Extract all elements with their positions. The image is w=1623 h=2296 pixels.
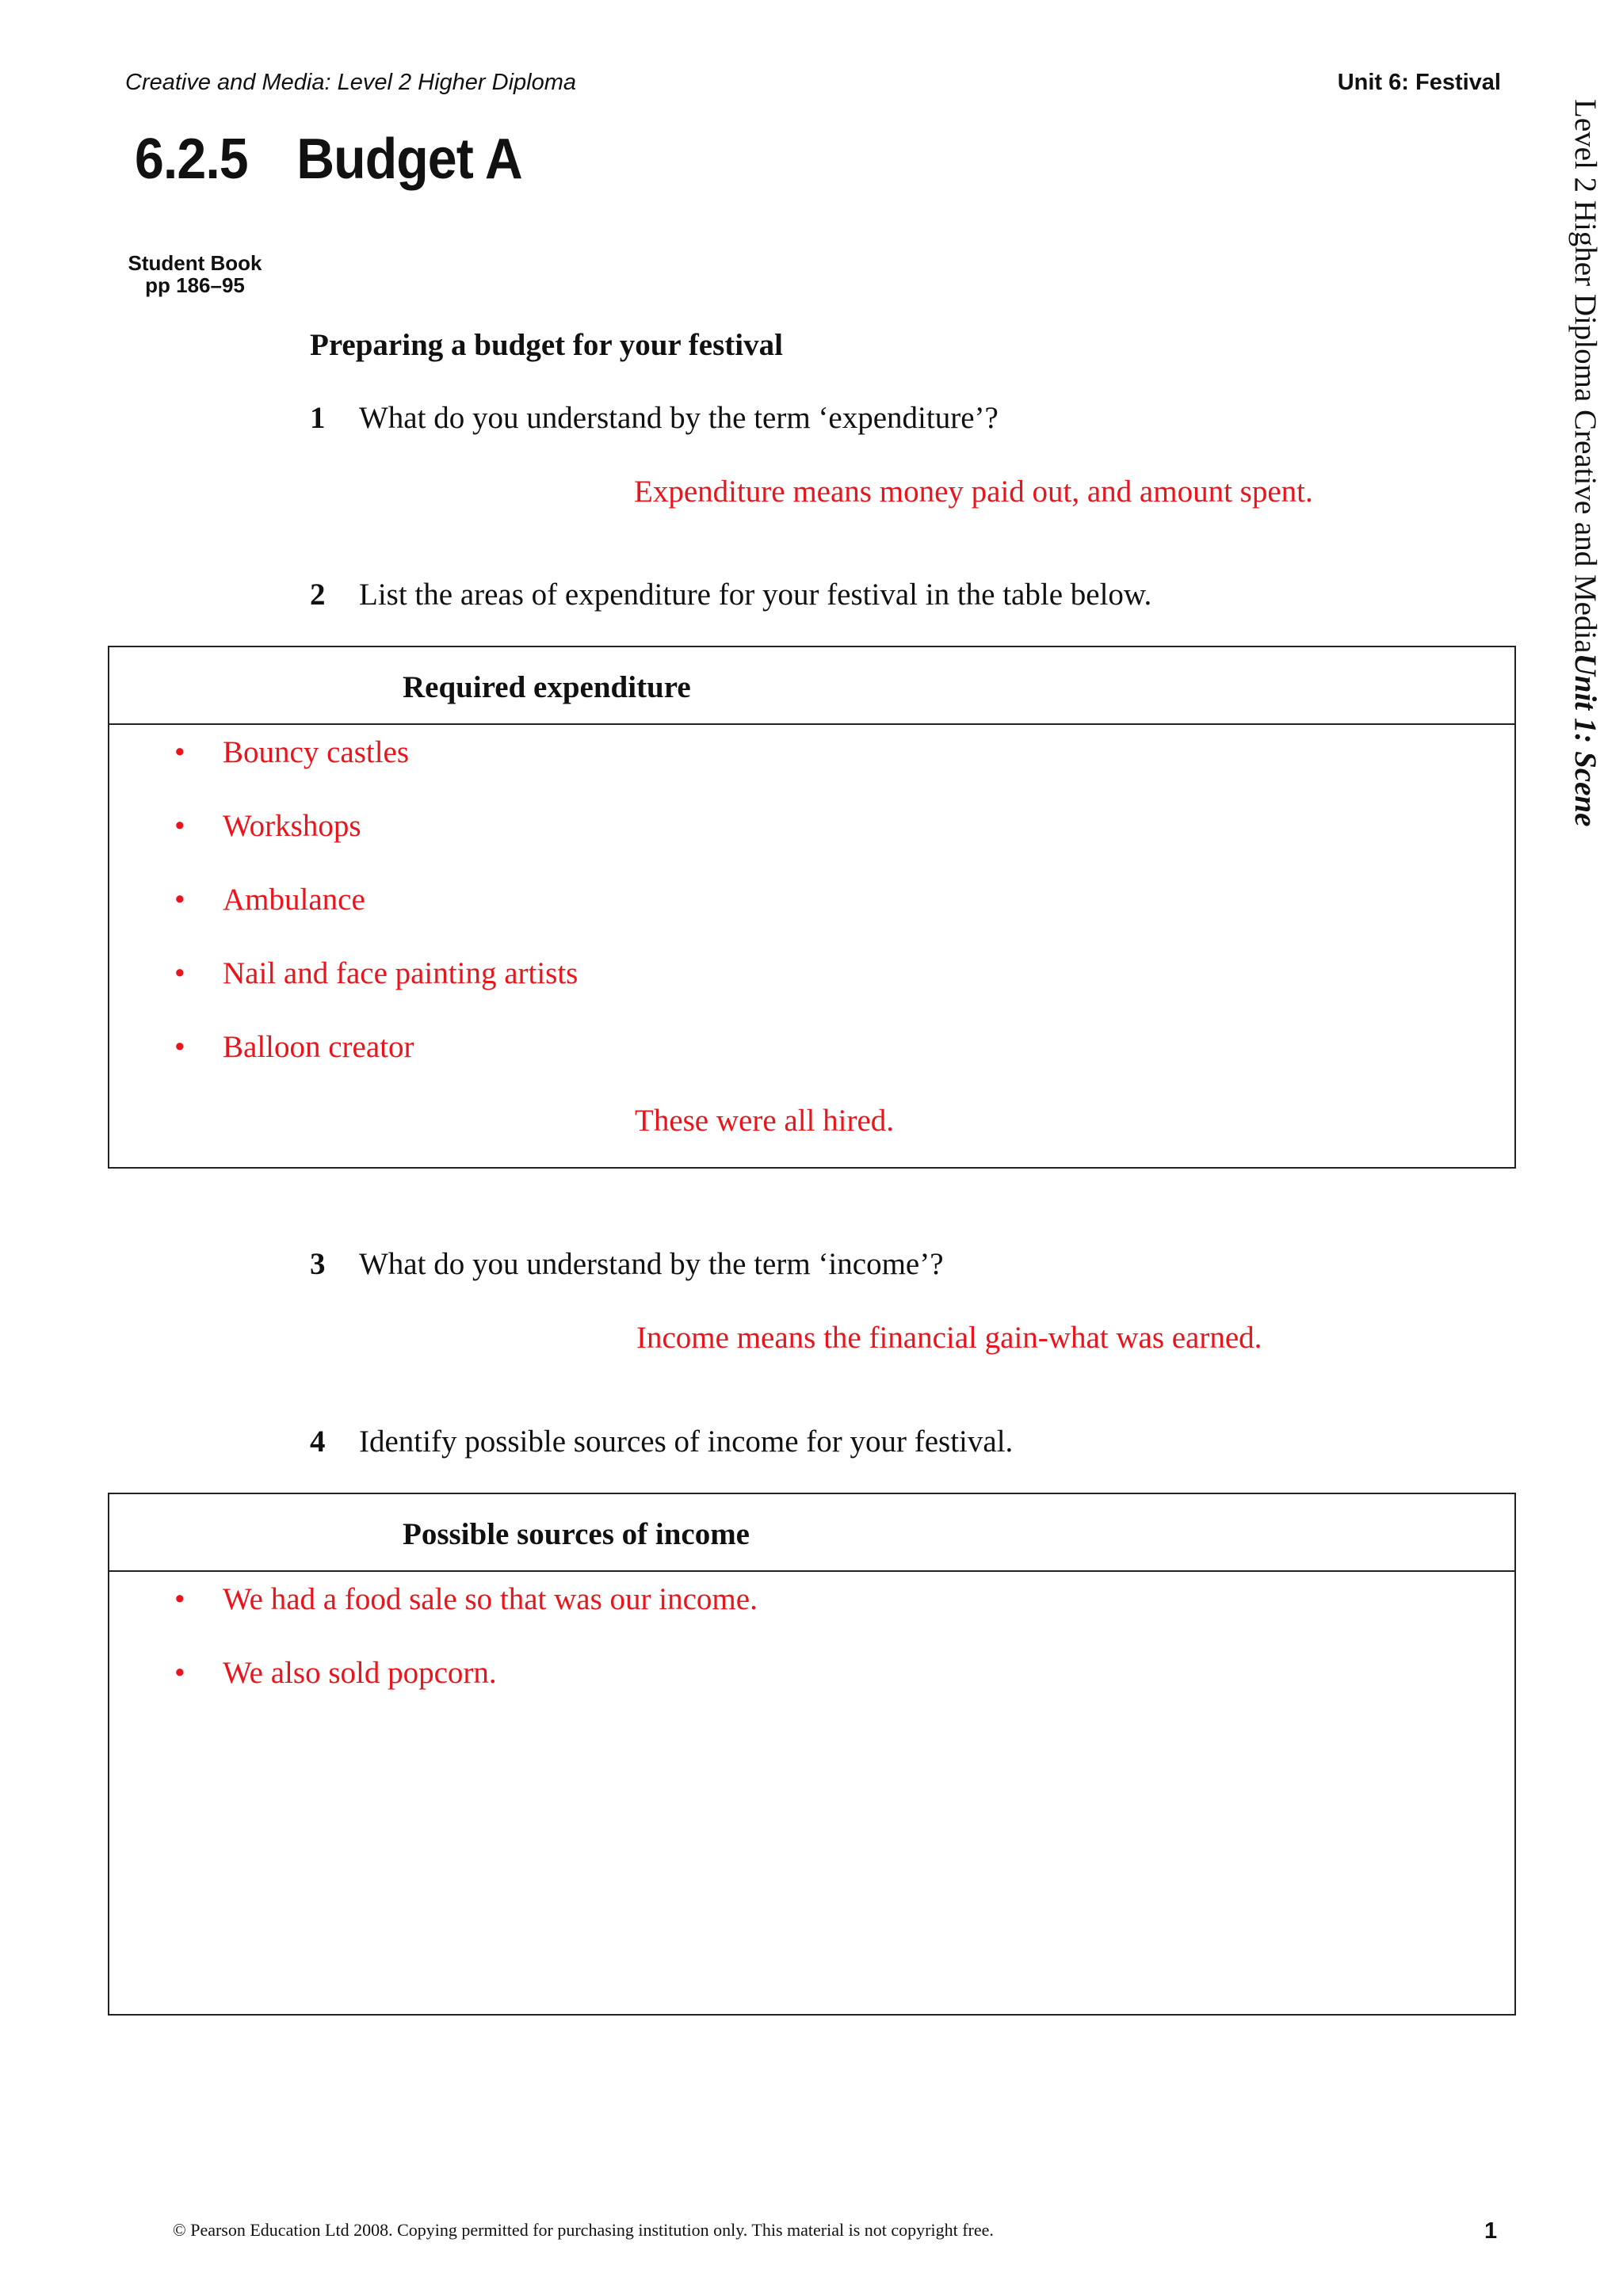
bullet: • — [174, 956, 185, 990]
page-title-text: Budget A — [296, 128, 522, 191]
page-title — [135, 127, 522, 192]
page-title-number: 6.2.5 — [135, 128, 248, 191]
bullet: • — [174, 735, 185, 769]
bullet: • — [174, 1582, 185, 1616]
header-course-title: Creative and Media: Level 2 Higher Diploma — [125, 70, 577, 95]
list-item-text: Nail and face painting artists — [223, 956, 579, 990]
income-table — [108, 1493, 1516, 2016]
expenditure-note: These were all hired. — [635, 1104, 895, 1138]
question-text: List the areas of expenditure for your festival in the table below. — [359, 578, 1152, 612]
expenditure-table-heading: Required expenditure — [403, 670, 691, 704]
bullet: • — [174, 883, 185, 917]
list-item-text: Ambulance — [223, 883, 365, 917]
list-item-text: We also sold popcorn. — [223, 1656, 497, 1690]
side-unit-text: Unit 1: Scene — [1568, 653, 1602, 827]
reference-line-2: pp 186–95 — [145, 273, 245, 297]
answer-1: Expenditure means money paid out, and amount spent. — [634, 475, 1313, 509]
footer-copyright: © Pearson Education Ltd 2008. Copying permitted for purchasing institution only. This material is not copyright free. — [173, 2220, 994, 2240]
bullet: • — [174, 1030, 185, 1064]
question-number: 1 — [310, 401, 326, 435]
bullet: • — [174, 809, 185, 843]
list-item-text: Workshops — [223, 809, 361, 843]
section-heading: Preparing a budget for your festival — [310, 328, 783, 362]
income-table-header — [109, 1494, 1514, 1572]
bullet: • — [174, 1656, 185, 1690]
question-text: What do you understand by the term ‘income’? — [359, 1247, 944, 1281]
question-number: 4 — [310, 1425, 326, 1459]
student-book-reference — [124, 252, 266, 296]
question-text: What do you understand by the term ‘expenditure’? — [359, 401, 999, 435]
expenditure-table-header — [109, 647, 1514, 725]
expenditure-table — [108, 646, 1516, 1169]
header-unit-title: Unit 6: Festival — [1337, 70, 1501, 95]
list-item-text: We had a food sale so that was our income. — [223, 1582, 758, 1616]
side-diploma-text: Level 2 Higher Diploma Creative and Media — [1568, 99, 1602, 654]
income-table-heading: Possible sources of income — [403, 1517, 750, 1551]
page-number: 1 — [1484, 2218, 1498, 2244]
side-margin-text — [1568, 99, 1603, 826]
list-item-text: Bouncy castles — [223, 735, 410, 769]
list-item-text: Balloon creator — [223, 1030, 414, 1064]
question-number: 2 — [310, 578, 326, 612]
answer-3: Income means the financial gain-what was earned. — [636, 1321, 1262, 1355]
question-text: Identify possible sources of income for your festival. — [359, 1425, 1014, 1459]
reference-line-1: Student Book — [128, 251, 262, 275]
question-number: 3 — [310, 1247, 326, 1281]
